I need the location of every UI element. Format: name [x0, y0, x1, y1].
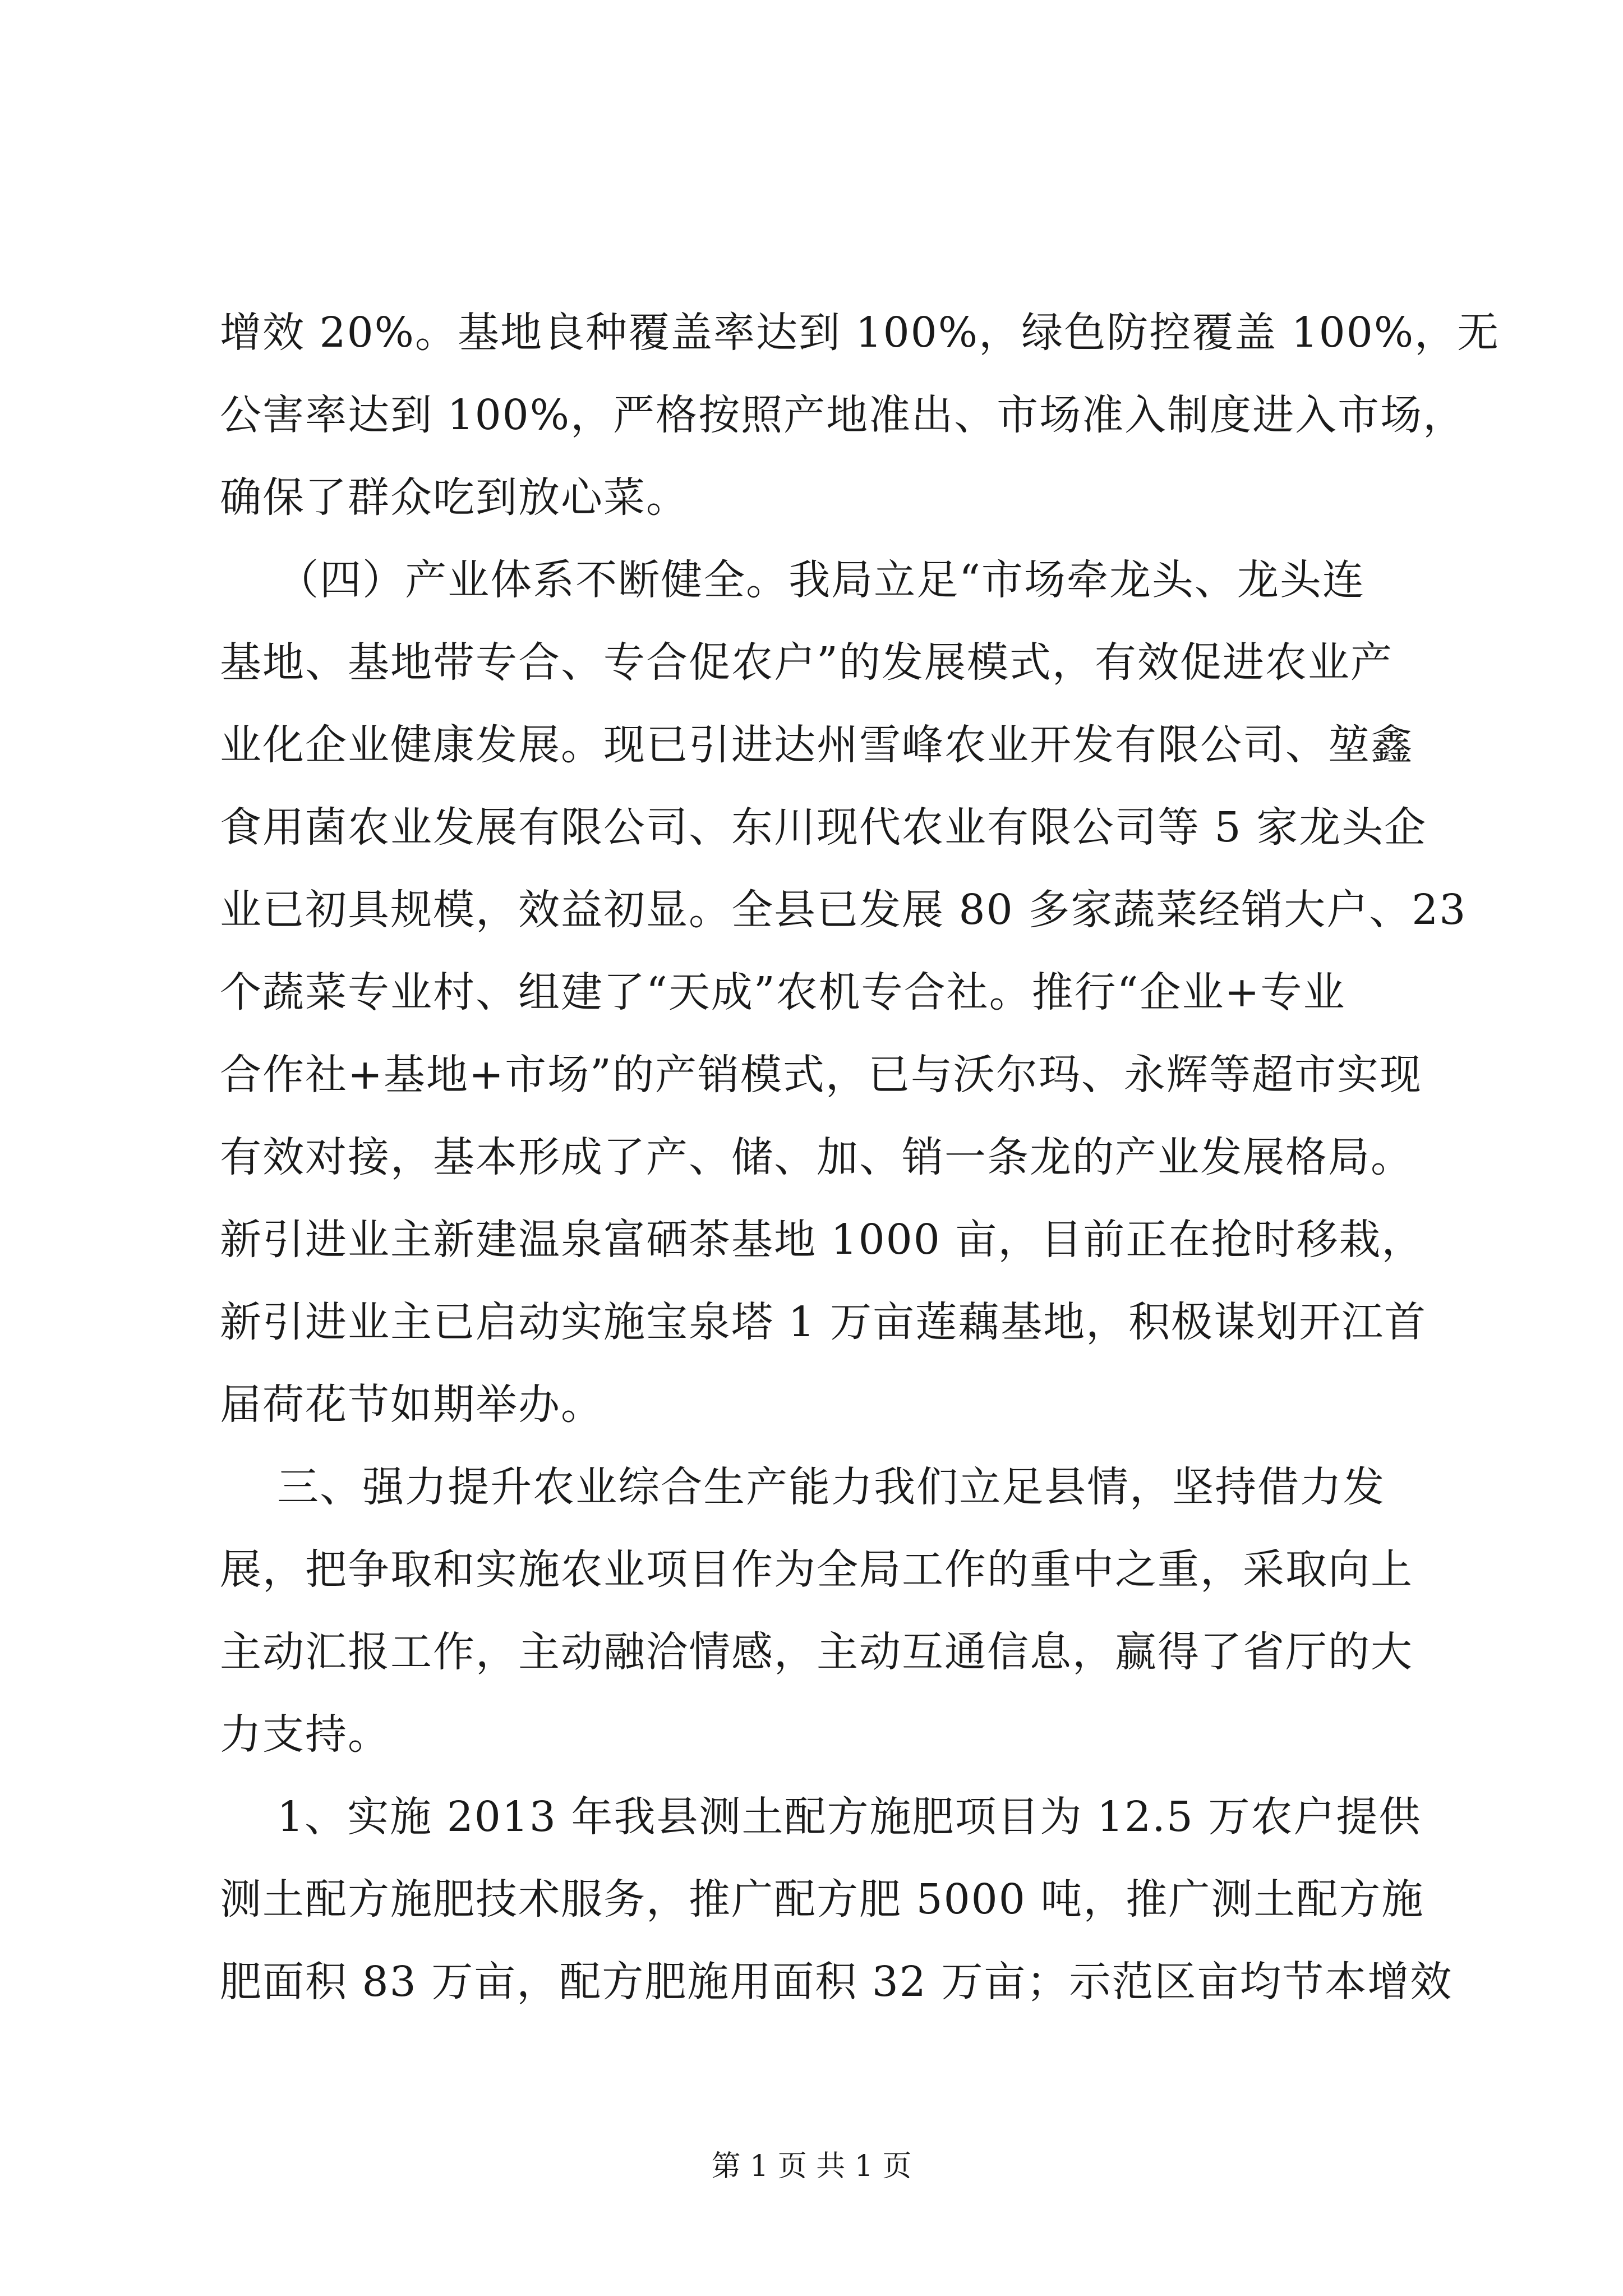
text-line: 确保了群众吃到放心菜。: [220, 473, 689, 522]
page-footer: [0, 2150, 1623, 2183]
text-line: 增效 20%。基地良种覆盖率达到 100%，绿色防控覆盖 100%，无: [220, 309, 1500, 357]
text-line: 公害率达到 100%，严格按照产地准出、市场准入制度进入市场，: [220, 391, 1466, 439]
text-line: 有效对接，基本形成了产、储、加、销一条龙的产业发展格局。: [220, 1133, 1413, 1181]
text-line: 新引进业主新建温泉富硒茶基地 1000 亩，目前正在抢时移栽，: [220, 1216, 1424, 1264]
text-line: 测土配方施肥技术服务，推广配方肥 5000 吨，推广测土配方施: [220, 1875, 1424, 1924]
text-line: 主动汇报工作，主动融洽情感，主动互通信息，赢得了省厅的大: [220, 1628, 1413, 1676]
text-line: 肥面积 83 万亩，配方肥施用面积 32 万亩；示范区亩均节本增效: [220, 1958, 1453, 2006]
page-number-label: 第 1 页 共 1 页: [711, 2150, 912, 2183]
text-line: 业已初具规模，效益初显。全县已发展 80 多家蔬菜经销大户、23: [220, 886, 1467, 934]
text-line: 食用菌农业发展有限公司、东川现代农业有限公司等 5 家龙头企: [220, 803, 1427, 852]
text-line: 新引进业主已启动实施宝泉塔 1 万亩莲藕基地，积极谋划开江首: [220, 1298, 1427, 1346]
text-line: 基地、基地带专合、专合促农户”的发展模式，有效促进农业产: [220, 638, 1393, 687]
text-line: 届荷花节如期举办。: [220, 1381, 603, 1429]
text-line: 三、强力提升农业综合生产能力我们立足县情，坚持借力发: [220, 1463, 1386, 1511]
text-line: 展，把争取和实施农业项目作为全局工作的重中之重，采取向上: [220, 1545, 1413, 1594]
text-line: 1、实施 2013 年我县测土配方施肥项目为 12.5 万农户提供: [220, 1793, 1422, 1841]
text-line: 力支持。: [220, 1710, 390, 1759]
document-body: [220, 292, 1500, 2023]
text-line: 业化企业健康发展。现已引进达州雪峰农业开发有限公司、堃鑫: [220, 721, 1413, 769]
text-line: （四）产业体系不断健全。我局立足“市场牵龙头、龙头连: [220, 556, 1365, 604]
text-line: 个蔬菜专业村、组建了“天成”农机专合社。推行“企业+专业: [220, 968, 1346, 1016]
text-line: 合作社+基地+市场”的产销模式，已与沃尔玛、永辉等超市实现: [220, 1051, 1422, 1099]
